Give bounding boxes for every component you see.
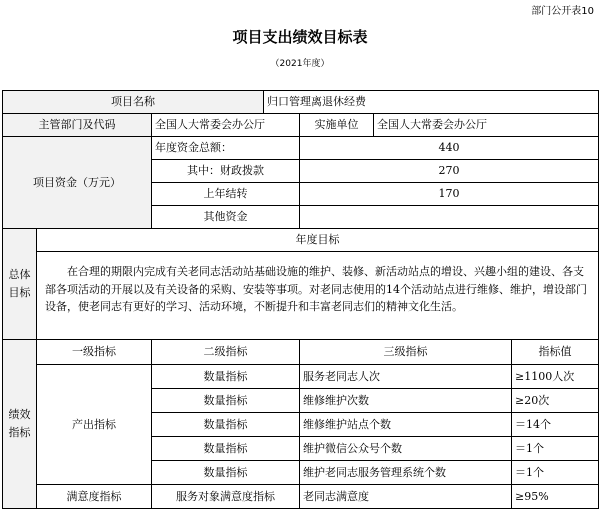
department-label: 主管部门及代码 [3, 114, 152, 137]
funds-other-label: 其他资金 [152, 206, 300, 229]
project-name-label: 项目名称 [3, 91, 264, 114]
row-department [3, 114, 599, 137]
indicator-level2: 数量指标 [152, 437, 300, 461]
header-level2: 二级指标 [152, 340, 300, 365]
performance-goal-table [2, 90, 599, 509]
indicators-label: 绩效 指标 [3, 340, 37, 509]
indicator-value: ＝1个 [512, 461, 599, 485]
indicator-value: ＝14个 [512, 413, 599, 437]
row-funds-total [3, 137, 599, 160]
indicator-level3: 老同志满意度 [300, 485, 512, 509]
annual-goal-text: 在合理的期限内完成有关老同志活动站基础设施的维护、装修、新活动站点的增设、兴趣小组的建设、各支部各项活动的开展以及有关设备的采购、安装等事项。对老同志使用的14个活动站点进行维修、维护，增设部门设备，使老同志有更好的学习、活动环境，不断提升和丰富老同志们的精神文化生活。 [37, 252, 599, 340]
indicator-value: ≥20次 [512, 389, 599, 413]
funds-fiscal-label: 其中：财政拨款 [152, 160, 300, 183]
funds-total-label: 年度资金总额： [152, 137, 300, 160]
project-name-value: 归口管理离退休经费 [264, 91, 599, 114]
indicator-level3: 维修维护站点个数 [300, 413, 512, 437]
row-indicator-headers [3, 340, 599, 365]
indicator-row [3, 365, 599, 389]
page-title: 项目支出绩效目标表 [232, 28, 368, 46]
indicator-level3: 维护微信公众号个数 [300, 437, 512, 461]
fiscal-year: （2021年度） [270, 59, 330, 69]
indicator-level3: 服务老同志人次 [300, 365, 512, 389]
indicator-value: ≥1100人次 [512, 365, 599, 389]
header-level1: 一级指标 [37, 340, 152, 365]
indicator-level2: 数量指标 [152, 461, 300, 485]
indicator-level3: 维护老同志服务管理系统个数 [300, 461, 512, 485]
department-value: 全国人大常委会办公厅 [152, 114, 300, 137]
indicator-level2: 数量指标 [152, 389, 300, 413]
indicator-value: ＝1个 [512, 437, 599, 461]
indicator-value: ≥95% [512, 485, 599, 509]
implementing-unit-label: 实施单位 [300, 114, 374, 137]
funds-carryover-value: 170 [300, 183, 599, 206]
satisfaction-indicator-label: 满意度指标 [37, 485, 152, 509]
form-number: 部门公开表10 [531, 6, 594, 17]
row-annual-goal-text [3, 252, 599, 340]
funds-label: 项目资金（万元） [3, 137, 152, 229]
indicator-level3: 维修维护次数 [300, 389, 512, 413]
indicator-level2: 服务对象满意度指标 [152, 485, 300, 509]
funds-other-value [300, 206, 599, 229]
row-annual-goal-header [3, 229, 599, 252]
funds-fiscal-value: 270 [300, 160, 599, 183]
indicator-row [3, 485, 599, 509]
output-indicator-label: 产出指标 [37, 365, 152, 485]
funds-total-value: 440 [300, 137, 599, 160]
implementing-unit-value: 全国人大常委会办公厅 [374, 114, 599, 137]
header-level3: 三级指标 [300, 340, 512, 365]
indicator-level2: 数量指标 [152, 413, 300, 437]
header-value: 指标值 [512, 340, 599, 365]
funds-carryover-label: 上年结转 [152, 183, 300, 206]
indicator-level2: 数量指标 [152, 365, 300, 389]
annual-goal-label: 年度目标 [37, 229, 599, 252]
overall-goal-label: 总体 目标 [3, 229, 37, 340]
row-project-name [3, 91, 599, 114]
